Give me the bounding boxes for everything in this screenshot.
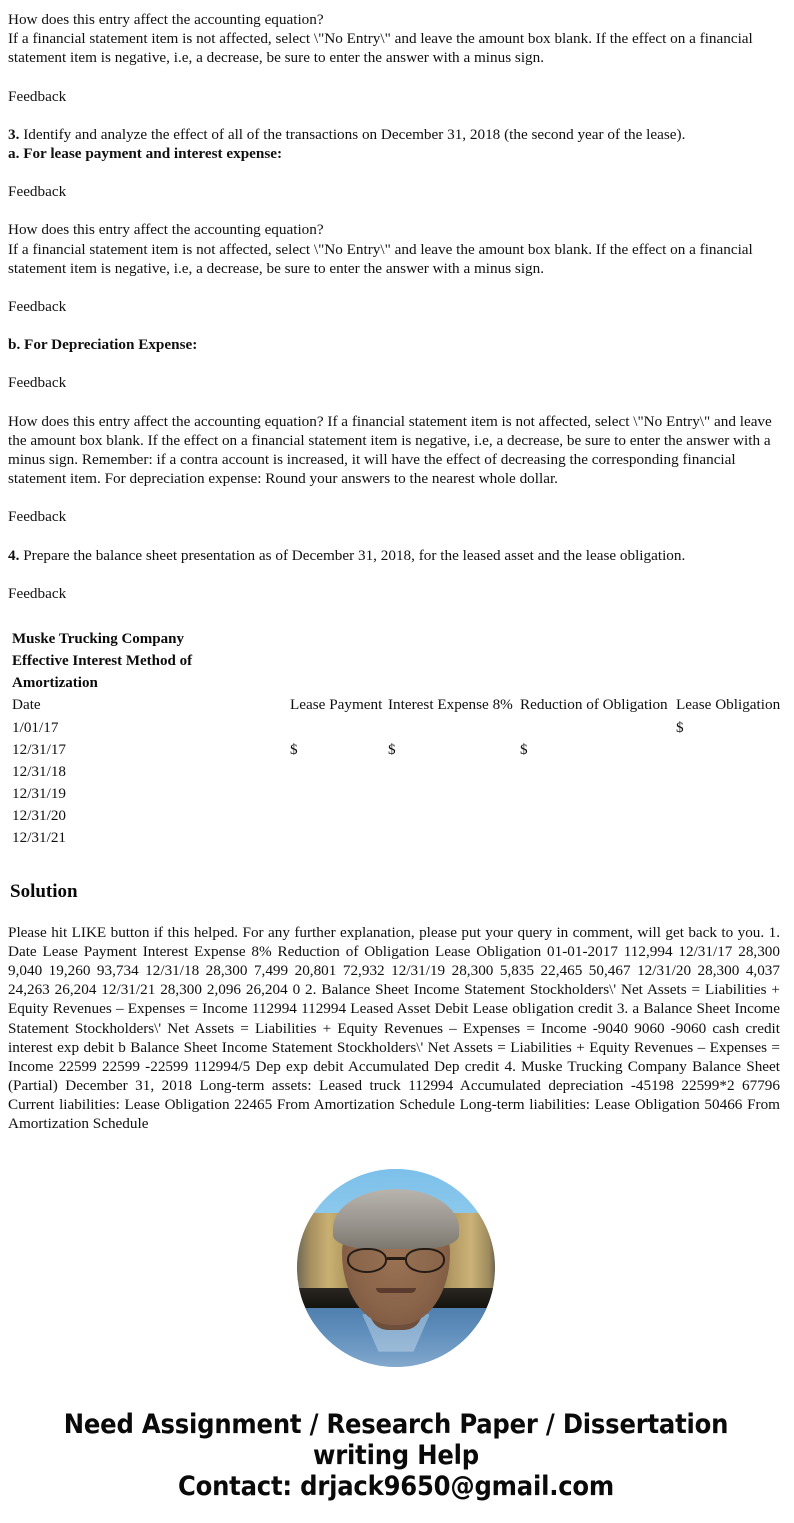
cell-lease-obligation[interactable]: $ xyxy=(676,719,684,737)
amortization-subtitle: Effective Interest Method of Amortization xyxy=(12,652,193,691)
glasses-right-lens xyxy=(405,1248,445,1273)
question-3-number: 3. xyxy=(8,125,20,143)
cell-reduction[interactable] xyxy=(520,805,676,827)
cell-date: 12/31/21 xyxy=(12,829,67,847)
glasses-icon xyxy=(347,1248,445,1274)
cell-interest-expense[interactable] xyxy=(388,717,520,739)
question-4-text: Prepare the balance sheet presentation as of December 31, 2018, for the leased asset and the lease obligation. xyxy=(19,546,686,564)
feedback-label-3: Feedback xyxy=(8,298,67,316)
spacer xyxy=(8,393,784,412)
cell-lease-obligation[interactable] xyxy=(676,805,794,827)
spacer xyxy=(8,163,784,182)
spacer xyxy=(8,527,784,546)
cell-interest-expense[interactable] xyxy=(388,827,520,849)
cell-date: 12/31/18 xyxy=(12,763,67,781)
question-3-text: Identify and analyze the effect of all of the transactions on December 31, 2018 (the second year of the lease). xyxy=(19,125,686,143)
cell-lease-payment[interactable] xyxy=(290,805,388,827)
cell-lease-payment[interactable]: $ xyxy=(290,741,298,759)
cell-interest-expense[interactable] xyxy=(388,783,520,805)
cell-reduction[interactable]: $ xyxy=(520,741,528,759)
spacer xyxy=(8,68,784,87)
spacer xyxy=(8,201,784,220)
cell-date: 12/31/20 xyxy=(12,807,67,825)
spacer xyxy=(8,316,784,335)
glasses-bridge xyxy=(387,1257,405,1259)
amortization-table xyxy=(12,696,794,849)
cell-reduction[interactable] xyxy=(520,761,676,783)
cell-date: 12/31/17 xyxy=(12,741,67,759)
solution-heading: Solution xyxy=(10,881,78,903)
table-row xyxy=(12,739,794,761)
glasses-left-lens xyxy=(347,1248,387,1273)
cell-lease-obligation[interactable] xyxy=(676,783,794,805)
cell-lease-obligation[interactable] xyxy=(676,761,794,783)
feedback-label-4: Feedback xyxy=(8,374,67,392)
spacer xyxy=(8,354,784,373)
cell-lease-payment[interactable] xyxy=(290,761,388,783)
question-3b-heading: b. For Depreciation Expense: xyxy=(8,336,198,354)
amortization-company-name: Muske Trucking Company xyxy=(12,631,184,648)
question-text-equation-2: How does this entry affect the accounting equation? xyxy=(8,221,324,239)
feedback-label-2: Feedback xyxy=(8,183,67,201)
question-4 xyxy=(8,546,784,565)
cell-lease-payment[interactable] xyxy=(290,717,388,739)
cell-reduction[interactable] xyxy=(520,783,676,805)
cell-interest-expense[interactable]: $ xyxy=(388,741,396,759)
cell-date: 12/31/19 xyxy=(12,785,67,803)
cell-lease-payment[interactable] xyxy=(290,827,388,849)
question-text-equation-1: How does this entry affect the accounting equation? xyxy=(8,11,324,28)
spacer xyxy=(8,278,784,297)
question-3b-instructions: How does this entry affect the accounting equation? If a financial statement item is not affected, select \"No Entry\" and leave the amount box blank. If the effect on a financial statement item is negative, i.e, a decrease, be sure to enter the answer with a minus sign. Remember: if a contra account is increased, it will have the effect of decreasing the corresponding financial statement item. For depreciation expense: Round your answers to the nearest whole dollar. xyxy=(8,412,772,488)
question-3 xyxy=(8,125,784,144)
column-header-lease-payment: Lease Payment xyxy=(290,696,383,714)
amortization-table-body xyxy=(12,717,794,849)
column-header-date: Date xyxy=(12,696,41,714)
feedback-label-6: Feedback xyxy=(8,584,67,602)
table-row xyxy=(12,805,794,827)
table-row xyxy=(12,717,794,739)
column-header-lease-obligation: Lease Obligation xyxy=(676,696,781,714)
question-instructions-1: If a financial statement item is not affected, select \"No Entry\" and leave the amount box blank. If the effect on a financial statement item is negative, i.e, a decrease, be sure to enter the answer with a minus sign. xyxy=(8,30,753,67)
cell-interest-expense[interactable] xyxy=(388,805,520,827)
promo-line-2: writing Help xyxy=(313,1440,479,1472)
table-row xyxy=(12,761,794,783)
amortization-schedule xyxy=(8,629,784,849)
spacer xyxy=(8,565,784,584)
feedback-label-1: Feedback xyxy=(8,87,67,105)
promo-line-1: Need Assignment / Research Paper / Dissertation xyxy=(63,1409,729,1441)
question-instructions-2: If a financial statement item is not affected, select \"No Entry\" and leave the amount box blank. If the effect on a financial statement item is negative, i.e, a decrease, be sure to enter the answer with a minus sign. xyxy=(8,240,753,277)
avatar-mouth xyxy=(376,1288,416,1293)
solution-body-text: Please hit LIKE button if this helped. For any further explanation, please put your query in comment, will get back to you. 1. Date Lease Payment Interest Expense 8% Reduction of Obligation Lease Obligation 01-01-2017 112,994 12/31/17 28,300 9,040 19,260 93,734 12/31/18 28,300 7,499 20,801 72,932 12/31/19 28,300 5,835 22,465 50,467 12/31/20 28,300 4,037 24,263 26,204 12/31/21 28,300 2,096 26,204 0 2. Balance Sheet Income Statement Stockholders\' Net Assets = Liabilities + Equity Revenues – Expenses = Income 112994 112994 Leased Asset Debit Lease obligation credit 3. a Balance Sheet Income Statement Stockholders\' Net Assets = Liabilities + Equity Revenues – Expenses = Income -9040 9060 -9060 cash credit interest exp debit b Balance Sheet Income Statement Stockholders\' Net Assets = Liabilities + Equity Revenues – Expenses = Income 22599 22599 -22599 112994/5 Dep exp debit Accumulated Dep credit 4. Muske Trucking Company Balance Sheet (Partial) December 31, 2018 Long-term assets: Leased truck 112994 Accumulated depreciation -45198 22599*2 67796 Current liabilities: Lease Obligation 22465 From Amortization Schedule Long-term liabilities: Lease Obligation 50466 From Amortization Schedule xyxy=(8,924,780,1132)
cell-reduction[interactable] xyxy=(520,827,676,849)
cell-lease-obligation[interactable] xyxy=(676,739,794,761)
avatar xyxy=(297,1169,495,1367)
feedback-label-5: Feedback xyxy=(8,508,67,526)
column-header-reduction: Reduction of Obligation xyxy=(520,696,668,714)
avatar-container xyxy=(8,1169,784,1367)
promo-contact-email[interactable]: Contact: drjack9650@gmail.com xyxy=(177,1471,615,1503)
cell-reduction[interactable] xyxy=(520,717,676,739)
cell-lease-payment[interactable] xyxy=(290,783,388,805)
table-row xyxy=(12,783,794,805)
table-header-row xyxy=(12,696,794,717)
spacer xyxy=(8,488,784,507)
cell-lease-obligation[interactable] xyxy=(676,827,794,849)
spacer xyxy=(8,106,784,125)
column-header-interest-expense: Interest Expense 8% xyxy=(388,696,513,714)
question-3a-heading: a. For lease payment and interest expense: xyxy=(8,145,283,163)
cell-date: 1/01/17 xyxy=(12,719,59,737)
promo-footer xyxy=(8,1409,784,1520)
cell-interest-expense[interactable] xyxy=(388,761,520,783)
question-4-number: 4. xyxy=(8,546,20,564)
table-row xyxy=(12,827,794,849)
